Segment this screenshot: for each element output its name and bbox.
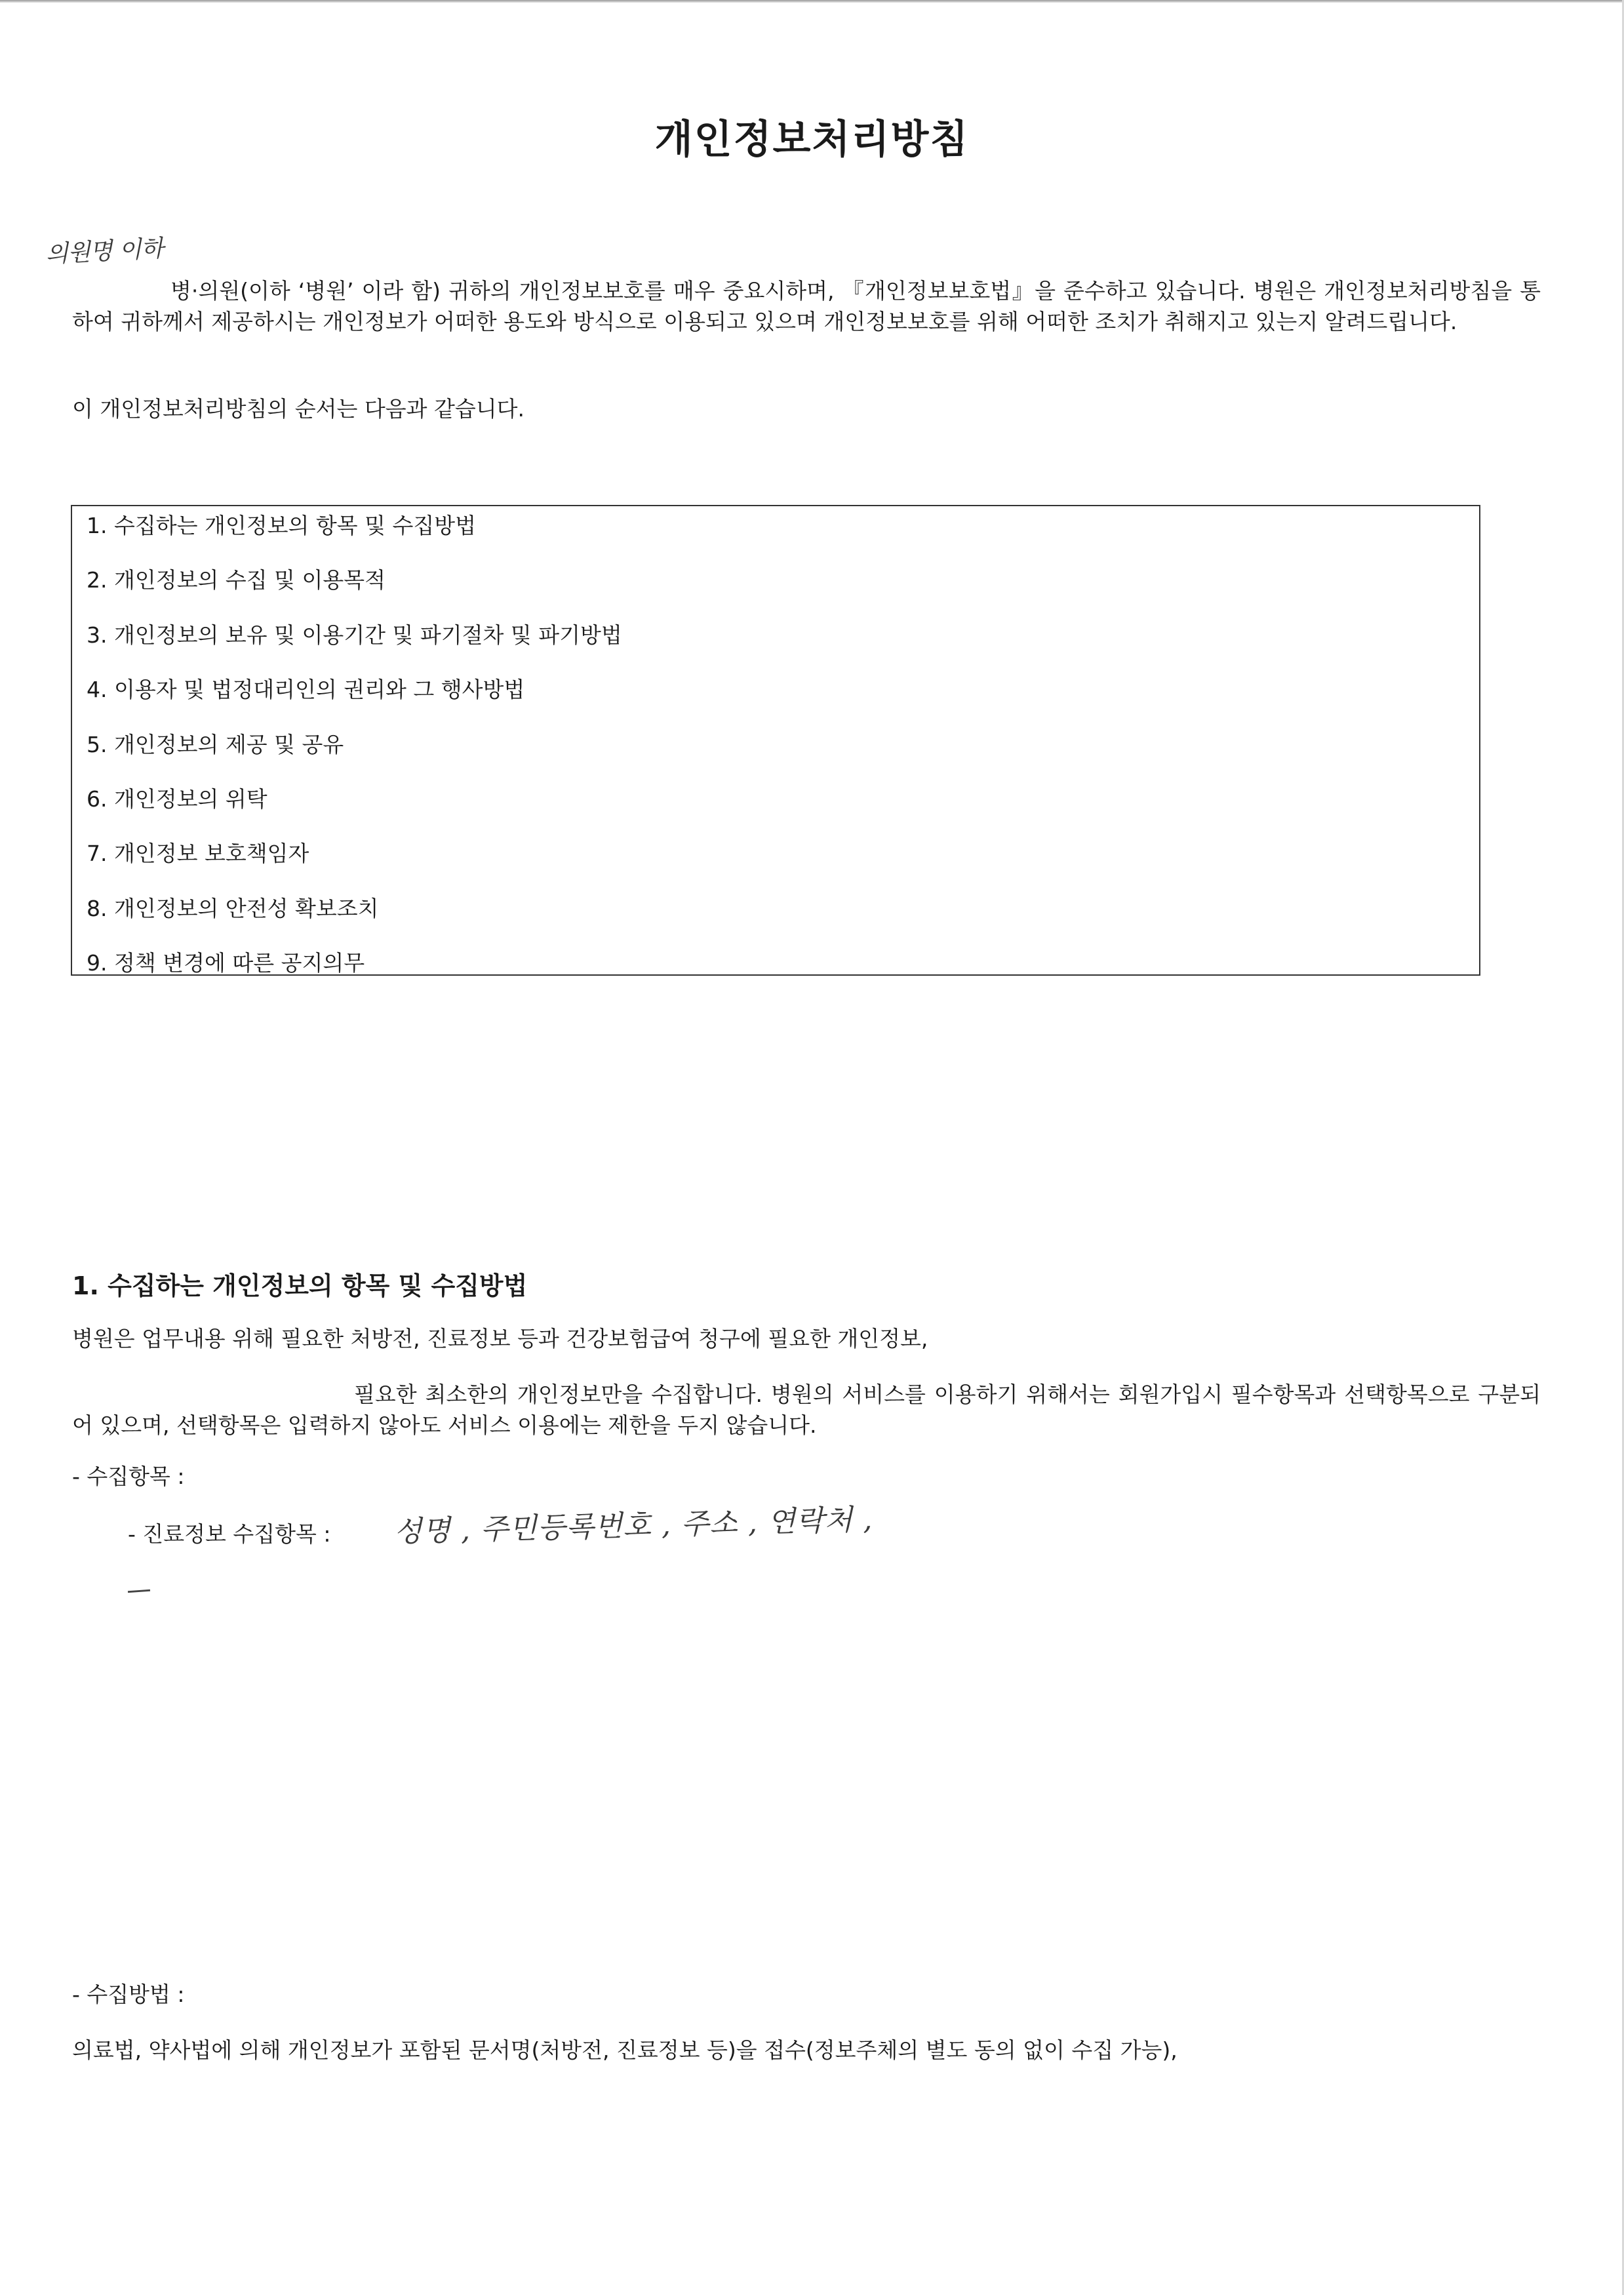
table-of-contents-box [71, 505, 1480, 976]
toc-item: 1. 수집하는 개인정보의 항목 및 수집방법 [87, 513, 476, 538]
document-title: 개인정보처리방침 [654, 117, 970, 163]
toc-item: 8. 개인정보의 안전성 확보조치 [87, 896, 379, 921]
toc-item: 7. 개인정보 보호책임자 [87, 841, 309, 866]
intro-paragraph: 병·의원(이하 ‘병원’ 이라 함) 귀하의 개인정보보호를 매우 중요시하며, 『개인정보보호법』을 준수하고 있습니다. 병원은 개인정보처리방침을 통하여 귀하께서 제공하시는 개인정보가 어떠한 용도와 방식으로 이용되고 있으며 개인정보보호를 위해 어떠한 조치가 취해지고 있는지 알려드립니다. [72, 278, 1541, 334]
toc-intro-text: 이 개인정보처리방침의 순서는 다음과 같습니다. [72, 396, 525, 422]
collect-items-label: - 수집항목 : [72, 1464, 185, 1489]
section-1-line-1: 병원은 업무내용 위해 필요한 처방전, 진료정보 등과 건강보험급여 청구에 필요한 개인정보, [72, 1326, 928, 1351]
toc-item: 6. 개인정보의 위탁 [87, 786, 267, 812]
toc-item: 9. 정책 변경에 따른 공지의무 [87, 950, 365, 976]
handwritten-dash [128, 1589, 150, 1593]
toc-item: 4. 이용자 및 법정대리인의 권리와 그 행사방법 [87, 677, 525, 702]
collect-method-text: 의료법, 약사법에 의해 개인정보가 포함된 문서명(처방전, 진료정보 등)을 접수(정보주체의 별도 동의 없이 수집 가능), [72, 2037, 1178, 2063]
toc-item: 5. 개인정보의 제공 및 공유 [87, 732, 344, 757]
section-1-paragraph-2: 필요한 최소한의 개인정보만을 수집합니다. 병원의 서비스를 이용하기 위해서는 회원가입시 필수항목과 선택항목으로 구분되어 있으며, 선택항목은 입력하지 않아도 서비스 이용에는 제한을 두지 않습니다. [72, 1382, 1541, 1438]
toc-item: 3. 개인정보의 보유 및 이용기간 및 파기절차 및 파기방법 [87, 622, 622, 648]
toc-item: 2. 개인정보의 수집 및 이용목적 [87, 567, 386, 593]
section-1-heading: 1. 수집하는 개인정보의 항목 및 수집방법 [72, 1271, 528, 1300]
scan-edge-top [0, 0, 1624, 3]
handwritten-collected-items: 성명 , 주민등록번호 , 주소 , 연락처 , [393, 1502, 873, 1549]
handwritten-margin-note: 의원명 이하 [45, 235, 164, 268]
collect-method-label: - 수집방법 : [72, 1982, 185, 2007]
medical-info-items-label: - 진료정보 수집항목 : [128, 1521, 331, 1547]
